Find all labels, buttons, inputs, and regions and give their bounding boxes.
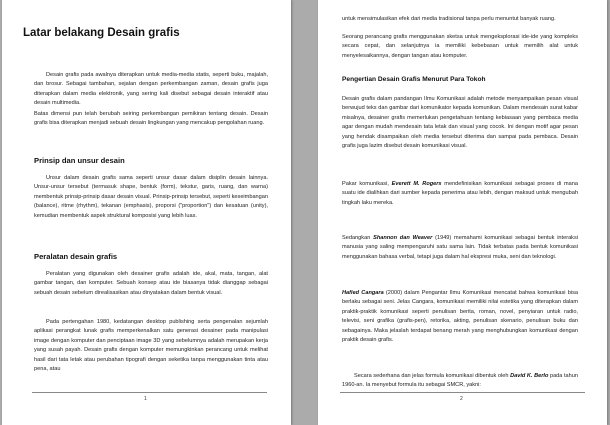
sketch-paragraph: Seorang perancang grafis menggunakan sketsa untuk mengeksplorasi ide-ide yang kompleks secara cepat, dan selanjutnya ia memiliki kebebasan untuk memilih alat untuk menyelesaikannya, dengan tangan atau komputer.: [342, 34, 578, 59]
cangara-paragraph: Hafied Cangara (2000) dalam Pengantar Ilmu Komunikasi mencatat bahwa komunikasi bisa berlaku sebagai seni. Jelas Cangara, komunikasi memiliki nilai estetika yang diterapkan dalam praktik-praktik komunikasi seperti penulisan berita, roman, novel, penyiaran untuk radio, televisi, seni grafika (grafis-pen), retorika, akting, penulisan skenario, penulisan buku dan sebagainya. Maka jelaslah terdapat benang merah yang menghubungkan komunikasi dengan praktik desain grafis.: [342, 290, 578, 344]
rogers-name: Everett M. Rogers: [391, 181, 442, 187]
continued-paragraph: untuk mensimulasikan efek dari media tradisional tanpa perlu menuntut banyak ruang.: [342, 16, 556, 22]
heading-peralatan: Peralatan desain grafis: [34, 252, 118, 261]
footer-rule: [32, 392, 267, 393]
shannon-weaver-name: Shannon dan Weaver: [373, 235, 433, 241]
definition-paragraph: Desain grafis dalam pandangan Ilmu Komunikasi adalah metode menyampaikan pesan visual berwujud teks dan gambar dari komunikator kepada komunikan. Dalam mendesain surat kabar misalnya, desainer grafis memerlukan pengetahuan tentang kebiasaan yang pembaca media agar dengan mudah mendesain tata letak dan visual yang cocok. Ini dengan motif agar pesan yang hendak disampaikan oleh media tersebut diterima dan sampai pada pembaca. Desain grafis juga lazim disebut desain komunikasi visual.: [342, 96, 578, 150]
hafied-cangara-name: Hafied Cangara: [342, 290, 384, 296]
heading-pengertian: Pengertian Desain Grafis Menurut Para Tokoh: [342, 76, 486, 83]
berlo-name: David K. Berlo: [510, 373, 549, 379]
intro-paragraph: Desain grafis pada awalnya diterapkan untuk media-media statis, seperti buku, majalah, dan brosur. Sebagai tambahan, sejalan dengan perkembangan zaman, desain grafis juga diterapkan dalam media elektronik, yang sering kali disebut sebagai desain interaktif atau desain multimedia.: [34, 72, 268, 107]
page-number: 2: [460, 396, 463, 402]
peralatan-paragraph-2: Pada pertengahan 1980, kedatangan desktop publishing serta pengenalan sejumlah aplikasi perangkat lunak grafis memperkenalkan satu generasi desainer pada manipulasi image dengan komputer dan penciptaan image 3D yang sebelumnya adalah merupakan kerja yang susah payah. Desain grafis dengan komputer memungkinkan perancang untuk melihat hasil dari tata letak atau perubahan tipografi dengan seketika tanpa menggunakan tinta atau pena, atau: [34, 319, 268, 373]
heading-prinsip: Prinsip dan unsur desain: [34, 156, 125, 165]
document-page-2: [318, 0, 607, 425]
intro-paragraph-2: Batas dimensi pun telah berubah seiring perkembangan pemikiran tentang desain. Desain grafis bisa diterapkan menjadi sebuah desain lingkungan yang mencakup pengolahan ruang.: [34, 111, 268, 127]
prinsip-paragraph: Unsur dalam desain grafis sama seperti unsur dasar dalam disiplin desain lainnya. Unsur-unsur tersebut (termasuk shape, bentuk (form), tekstur, garis, ruang, dan warna) membentuk prinsip-prinsip dasar desain visual. Prinsip-prinsip tersebut, seperti keseimbangan (balance), ritme (rhythm), tekanan (emphasis), proporsi ("proportion") dan kesatuan (unity), kemudian membentuk aspek struktural komposisi yang lebih luas.: [34, 175, 268, 219]
shannon-paragraph: Sedangkan Shannon dan Weaver (1949) memahami komunikasi sebagai bentuk interaksi manusia yang saling mempengaruhi satu sama lain. Tidak terbatas pada bentuk komunikasi menggunakan bahasa verbal, tetapi juga dalam hal ekspresi muka, seni dan teknologi.: [342, 235, 579, 260]
document-page-1: [2, 0, 291, 425]
page-title: Latar belakang Desain grafis: [23, 27, 180, 39]
peralatan-paragraph: Peralatan yang digunakan oleh desainer grafis adalah ide, akal, mata, tangan, alat gambar tangan, dan komputer. Sebuah konsep atau ide biasanya tidak dianggap sebagai sebuah desain sebelum direalisasikan atau dinyatakan dalam bentuk visual.: [34, 271, 268, 296]
footer-rule: [340, 392, 585, 393]
rogers-paragraph: Pakar komunikasi, Everett M. Rogers mendefinisikan komunikasi sebagai proses di mana suatu ide dialihkan dari sumber kepada penerima atau lebih, dengan maksud untuk mengubah tingkah laku mereka.: [342, 181, 578, 206]
page-number: 1: [144, 396, 147, 402]
berlo-paragraph: Secara sederhana dan jelas formula komunikasi dibentuk oleh David K. Berlo pada tahun 1960-an. Ia menyebut formula itu sebagai SMCR, yakni:: [342, 373, 578, 389]
